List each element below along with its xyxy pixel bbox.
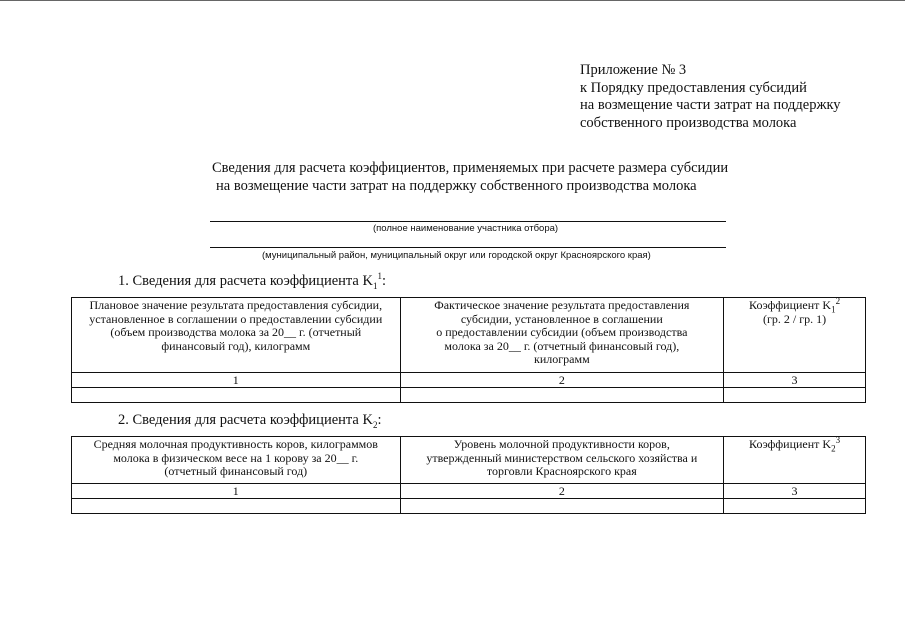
- k2-num-1: 1: [72, 484, 401, 499]
- top-border: [0, 0, 905, 1]
- table-row: [72, 373, 866, 388]
- appendix-line-4: собственного производства молока: [580, 114, 797, 131]
- table-row: [72, 298, 866, 373]
- participant-name-line: [210, 221, 726, 222]
- k1-value-3[interactable]: [724, 388, 866, 403]
- document-title: [212, 160, 728, 195]
- appendix-line-2: к Порядку предоставления субсидий: [580, 79, 807, 96]
- k1-num-1: 1: [72, 373, 401, 388]
- participant-caption: (полное наименование участника отбора): [373, 223, 559, 234]
- k1-num-2: 2: [400, 373, 724, 388]
- k1-col3-header: Коэффициент $K_1^2$ (гр. 2 / гр. 1): [724, 298, 866, 373]
- k1-num-3: 3: [724, 373, 866, 388]
- title-line-1: Сведения для расчета коэффициентов, применяемых при расчете размера субсидии: [212, 160, 729, 176]
- table-row: [72, 499, 866, 514]
- table-row: [72, 484, 866, 499]
- table-row: [72, 437, 866, 484]
- k1-col1-header: Плановое значение результата предоставления субсидии, установленное в соглашении о предоставлении субсидии (объем производства молока за 20__ г. (отчетный финансовый год), килограмм: [72, 298, 401, 373]
- k2-num-3: 3: [724, 484, 866, 499]
- table-k1: [71, 297, 866, 403]
- k2-col1-header: Средняя молочная продуктивность коров, килограммов молока в физическом весе на 1 корову за 20__ г. (отчетный финансовый год): [72, 437, 401, 484]
- table-row: [72, 388, 866, 403]
- k2-value-3[interactable]: [724, 499, 866, 514]
- district-line: [210, 247, 726, 248]
- appendix-line-3: на возмещение части затрат на поддержку: [580, 97, 841, 113]
- k2-num-2: 2: [400, 484, 724, 499]
- section-2-heading: 2. Сведения для расчета коэффициента $K_2$:: [118, 412, 382, 430]
- title-line-2: на возмещение части затрат на поддержку собственного производства молока: [216, 177, 697, 194]
- appendix-header: [580, 62, 841, 132]
- k1-value-2[interactable]: [400, 388, 724, 403]
- table-k2: [71, 436, 866, 514]
- k2-value-2[interactable]: [400, 499, 724, 514]
- k2-value-1[interactable]: [72, 499, 401, 514]
- k2-col2-header: Уровень молочной продуктивности коров, утвержденный министерством сельского хозяйства и торговли Красноярского края: [400, 437, 724, 484]
- k2-col3-header: Коэффициент $K_2^3$: [724, 437, 866, 484]
- district-caption: (муниципальный район, муниципальный округ или городской округ Красноярского края): [262, 250, 651, 261]
- k1-col2-header: Фактическое значение результата предоставления субсидии, установленное в соглашении о предоставлении субсидии (объем производства молока за 20__ г. (отчетный финансовый год), килограмм: [400, 298, 724, 373]
- section-1-heading: 1. Сведения для расчета коэффициента $K_1^1$:: [118, 271, 386, 291]
- appendix-line-1: Приложение № 3: [580, 62, 687, 78]
- k1-value-1[interactable]: [72, 388, 401, 403]
